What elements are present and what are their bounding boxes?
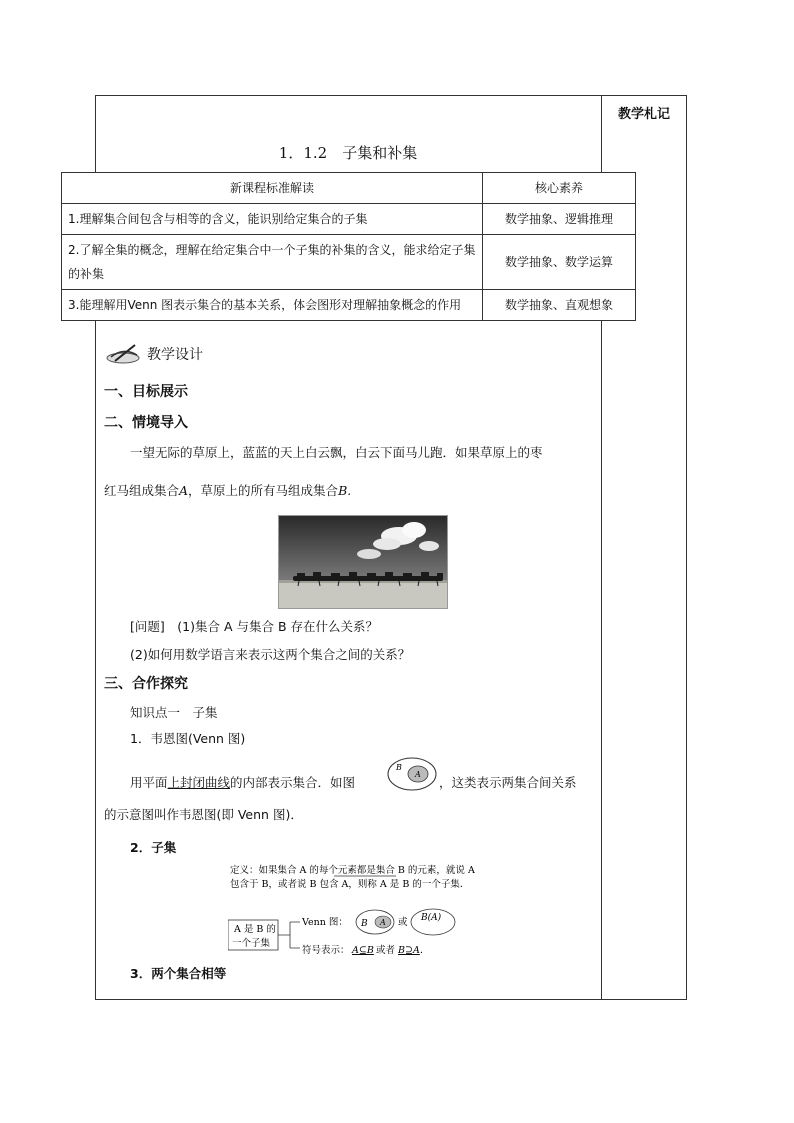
text-fragment: 用平面 (130, 775, 168, 790)
table-header-row (62, 173, 636, 204)
subset-concept-diagram (228, 862, 508, 962)
venn-outer-label: B (396, 763, 402, 772)
venn-outer-label: B (361, 919, 368, 929)
table-cell: 数学抽象、数学运算 (483, 235, 636, 290)
or-text: 或 (398, 917, 408, 928)
question-line: (2)如何用数学语言来表示这两个集合之间的关系？ (130, 647, 411, 662)
intro-paragraph-line (104, 481, 351, 501)
symbol-label: 符号表示： (302, 945, 350, 956)
definition-line: 包含于 B，或者说 B 包含 A，则称 A 是 B 的一个子集． (230, 879, 470, 890)
period-text: ． (420, 945, 430, 956)
lesson-title: 1．1.2 子集和补集 (278, 144, 418, 162)
section-heading: 二、情境导入 (104, 415, 188, 431)
intro-paragraph-line: 一望无际的草原上，蓝蓝的天上白云飘，白云下面马儿跑．如果草原上的枣 (130, 445, 543, 460)
design-heading-text: 教学设计 (147, 347, 203, 363)
set-symbol: B. (338, 483, 352, 498)
venn-paragraph-line: ，这类表示两集合间关系 (439, 775, 577, 790)
item-heading: 2．子集 (130, 840, 177, 855)
design-heading (105, 343, 203, 365)
venn-inner-label: A (415, 770, 421, 779)
venn-paragraph-line (130, 773, 355, 793)
diagram-box-line: 一个子集 (232, 938, 271, 949)
pen-book-icon (105, 343, 143, 365)
question-text: (1)集合 A 与集合 B 存在什么关系？ (177, 619, 379, 634)
table-cell: 数学抽象、逻辑推理 (483, 204, 636, 235)
table-row (62, 204, 636, 235)
knowledge-point-heading: 知识点一 子集 (130, 705, 218, 720)
section-heading: 三、合作探究 (104, 676, 188, 692)
table-header-cell: 新课程标准解读 (62, 173, 483, 204)
text-fragment: 的内部表示集合．如图 (230, 775, 356, 790)
table-cell: 2.了解全集的概念，理解在给定集合中一个子集的补集的含义，能求给定子集的补集 (62, 235, 483, 290)
venn-label: Venn 图： (302, 917, 348, 928)
venn-combined-label: B(A) (421, 913, 442, 923)
inline-venn-diagram (386, 756, 438, 796)
table-cell: 数学抽象、直观想象 (483, 290, 636, 321)
table-cell: 1.理解集合间包含与相等的含义，能识别给定集合的子集 (62, 204, 483, 235)
grassland-horses-photo (278, 515, 448, 609)
subset-symbol: A⊆B (352, 945, 374, 956)
venn-paragraph-line: 的示意图叫作韦恩图(即 Venn 图)． (104, 807, 303, 822)
text-fragment: ，草原上的所有马组成集合 (188, 483, 339, 498)
item-heading: 3．两个集合相等 (130, 966, 227, 981)
standards-table (61, 172, 636, 321)
table-cell: 3.能理解用Venn 图表示集合的基本关系，体会图形对理解抽象概念的作用 (62, 290, 483, 321)
notes-column-label: 教学札记 (617, 107, 670, 122)
table-header-cell: 核心素养 (483, 173, 636, 204)
underlined-text: 上封闭曲线 (167, 775, 231, 790)
section-heading: 一、目标展示 (104, 384, 188, 400)
text-fragment: 红马组成集合 (104, 483, 180, 498)
table-row (62, 235, 636, 290)
or-text: 或者 (376, 945, 396, 956)
diagram-box-line: A 是 B 的 (234, 924, 276, 935)
item-heading: 1．韦恩图(Venn 图) (130, 731, 246, 746)
question-line (130, 617, 378, 637)
set-symbol: A (179, 483, 189, 498)
question-label: [问题] (130, 619, 165, 634)
venn-inner-label: A (380, 918, 386, 927)
definition-line: 定义：如果集合 A 的每个元素都是集合 B 的元素，就说 A (230, 865, 475, 876)
table-row (62, 290, 636, 321)
superset-symbol: B⊇A (398, 945, 420, 956)
